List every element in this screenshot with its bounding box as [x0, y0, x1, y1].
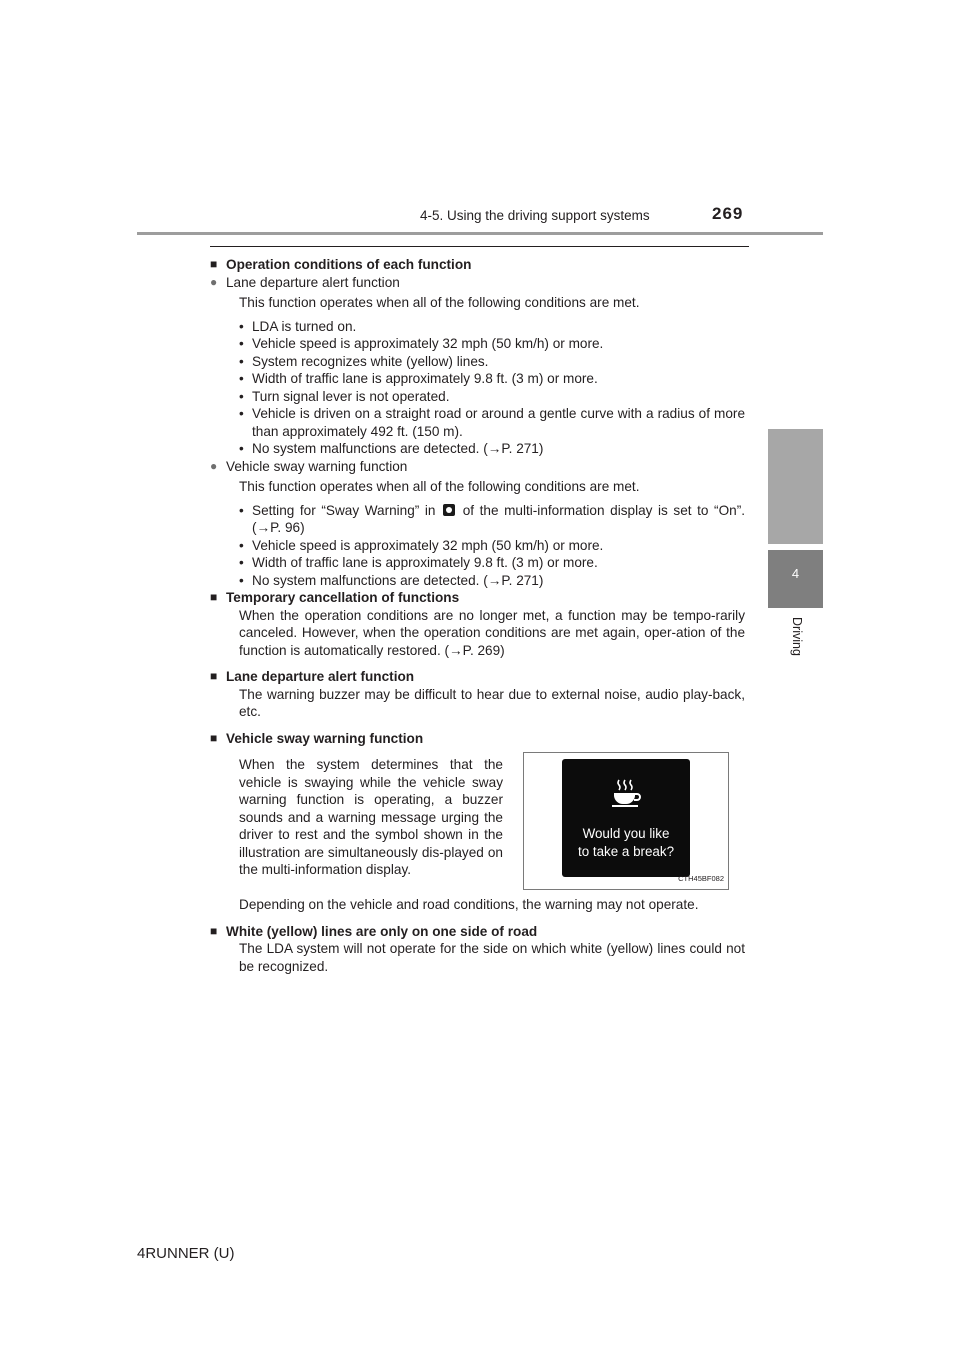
list-item: • System recognizes white (yellow) lines.	[239, 353, 489, 369]
chapter-tab	[768, 550, 823, 608]
sway-function-row	[210, 756, 745, 890]
heading-temporary-cancellation: ■ Temporary cancellation of functions	[210, 590, 460, 605]
coffee-cup-icon	[610, 779, 642, 807]
sway-intro: This function operates when all of the following conditions are met.	[239, 479, 640, 494]
chapter-number: 4	[791, 566, 800, 581]
list-item: • Width of traffic lane is approximately 9.8 ft. (3 m) or more.	[239, 555, 598, 570]
sway-function-after: Depending on the vehicle and road conditions, the warning may not operate.	[239, 897, 699, 912]
one-side-body: The LDA system will not operate for the side on which white (yellow) lines could not be recognized.	[239, 941, 745, 974]
list-item: • Vehicle speed is approximately 32 mph (50 km/h) or more.	[239, 537, 604, 553]
section-title: 4-5. Using the driving support systems	[420, 208, 650, 223]
page-content	[210, 256, 745, 975]
heading-lda-function: ■ Lane departure alert function	[210, 669, 415, 684]
list-item: • Width of traffic lane is approximately 9.8 ft. (3 m) or more.	[239, 371, 598, 386]
heading-sway-function: ■ Vehicle sway warning function	[210, 730, 424, 746]
list-item: • No system malfunctions are detected. (→P. 271)	[239, 572, 544, 588]
settings-gear-icon	[443, 504, 455, 516]
header-rule	[137, 232, 823, 235]
break-message: Would you like to take a break?	[577, 826, 675, 859]
page-number: 269	[712, 204, 744, 223]
list-item: • No system malfunctions are detected. (→P. 271)	[239, 441, 544, 456]
lda-intro: This function operates when all of the following conditions are met.	[239, 295, 640, 310]
list-item: • LDA is turned on.	[239, 318, 357, 334]
list-item: • Turn signal lever is not operated.	[239, 388, 450, 404]
list-item: • Setting for “Sway Warning” in of the multi-information display is set to “On”. (→P. 96)	[239, 502, 746, 535]
heading-one-side: ■ White (yellow) lines are only on one side of road	[210, 923, 538, 939]
chapter-label: Driving	[790, 617, 804, 656]
temp-cancel-body: When the operation conditions are no longer met, a function may be tempo-rarily canceled. However, when the operation conditions are met again, oper-ation of the function is automatically restored. (→P. 269)	[239, 607, 745, 658]
multi-information-display	[562, 759, 690, 877]
heading-operation-conditions: ■ Operation conditions of each function	[210, 257, 472, 272]
list-item: • Vehicle is driven on a straight road or around a gentle curve with a radius of more than approximately 492 ft. (150 m).	[239, 406, 745, 439]
break-warning-figure	[523, 752, 729, 890]
figure-code: CTH45BF082	[678, 873, 724, 883]
lda-function-body: The warning buzzer may be difficult to hear due to external noise, audio play-back, etc.	[239, 686, 745, 719]
subheading-lda: ● Lane departure alert function	[210, 274, 400, 290]
content-rule	[210, 246, 749, 247]
side-tab-strip	[768, 429, 823, 544]
model-footer: 4RUNNER (U)	[137, 1245, 235, 1262]
list-item: • Vehicle speed is approximately 32 mph (50 km/h) or more.	[239, 336, 604, 351]
sway-function-body: When the system determines that the vehicle is swaying while the vehicle sway warning function is operating, a buzzer sounds and a warning message urging the driver to rest and the symbol shown in the illustration are simultaneously dis-played on the multi-information display.	[239, 757, 503, 877]
subheading-sway: ● Vehicle sway warning function	[210, 458, 408, 474]
